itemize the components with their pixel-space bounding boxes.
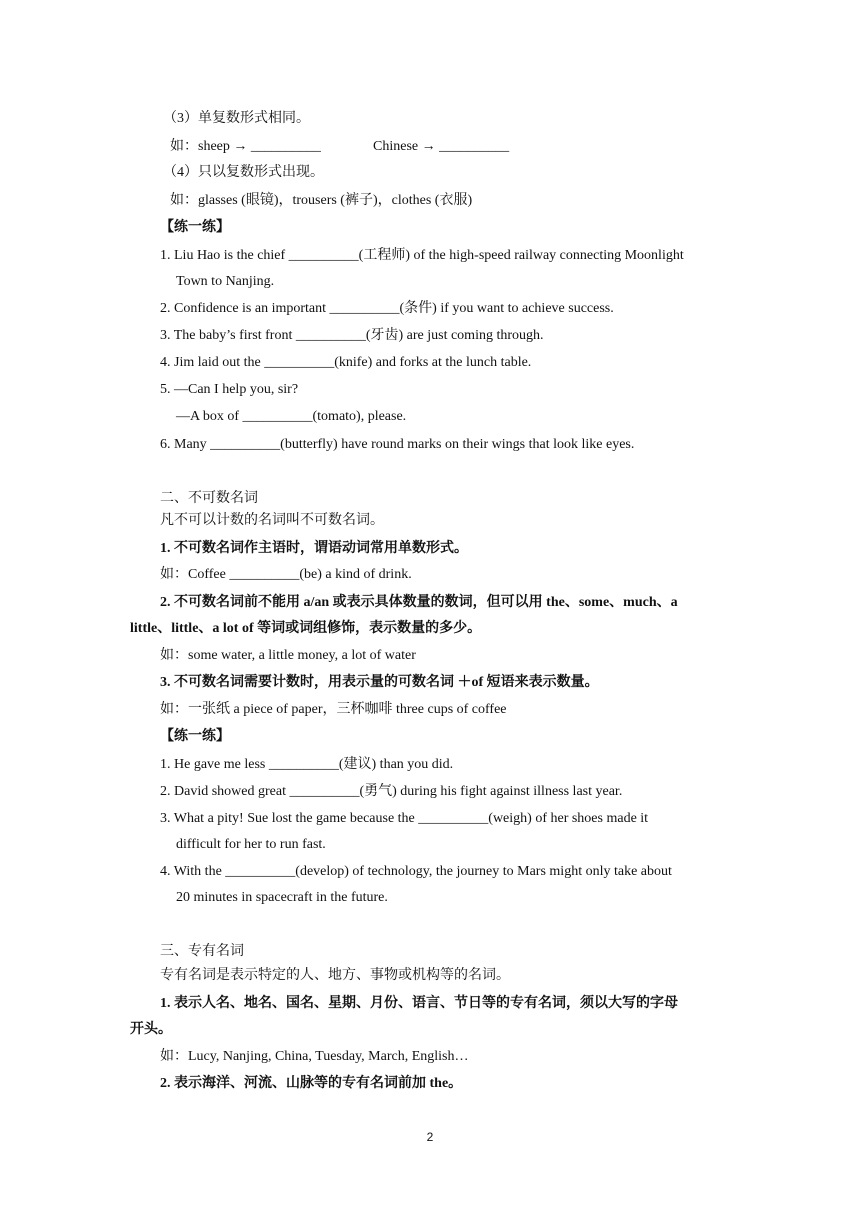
section-2-rule-2-example: 如：some water, a little money, a lot of water [160,648,416,663]
exercise-1-line-1: 1. Liu Hao is the chief __________(工程师) of the high-speed railway connecting Moonlight [160,248,684,263]
practice-title: 【练一练】 [160,220,230,235]
section-2-exercise-4-line-1: 4. With the __________(develop) of technology, the journey to Mars might only take about [160,864,672,879]
section-3-rule-1-line-2: 开头。 [130,1022,172,1037]
section-3-rule-2: 2. 表示海洋、河流、山脉等的专有名词前加 the。 [160,1076,463,1091]
section-2-rule-3: 3. 不可数名词需要计数时，用表示量的可数名词 ＋of 短语来表示数量。 [160,675,599,690]
rule-3-example-a: 如：sheep → __________ [170,139,321,154]
exercise-6: 6. Many __________(butterfly) have round marks on their wings that look like eyes. [160,437,635,452]
section-3-intro: 专有名词是表示特定的人、地方、事物或机构等的名词。 [160,968,510,983]
section-3-rule-1-example: 如：Lucy, Nanjing, China, Tuesday, March, English… [160,1049,469,1064]
section-2-rule-1-example: 如：Coffee __________(be) a kind of drink. [160,567,412,582]
section-2-intro: 凡不可以计数的名词叫不可数名词。 [160,513,384,528]
section-2-practice-title: 【练一练】 [160,729,230,744]
rule-4-example: 如：glasses (眼镜)，trousers (裤子)，clothes (衣服) [170,193,473,208]
rule-3-text: （3）单复数形式相同。 [163,111,310,126]
section-2-exercise-3-line-2: difficult for her to run fast. [176,837,326,852]
section-2-exercise-2: 2. David showed great __________(勇气) during his fight against illness last year. [160,784,623,799]
section-2-heading: 二、不可数名词 [160,491,258,506]
exercise-5-line-1: 5. —Can I help you, sir? [160,382,299,397]
section-2-exercise-4-line-2: 20 minutes in spacecraft in the future. [176,890,388,905]
section-3-rule-1-line-1: 1. 表示人名、地名、国名、星期、月份、语言、节日等的专有名词，须以大写的字母 [160,996,678,1011]
section-3-heading: 三、专有名词 [160,944,244,959]
exercise-3: 3. The baby’s first front __________(牙齿) are just coming through. [160,328,544,343]
section-2-rule-2-line-2: little、little、a lot of 等词或词组修饰，表示数量的多少。 [130,621,482,636]
page-number: 2 [426,1130,434,1144]
exercise-4: 4. Jim laid out the __________(knife) and forks at the lunch table. [160,355,532,370]
exercise-1-line-2: Town to Nanjing. [176,274,275,289]
exercise-5-line-2: —A box of __________(tomato), please. [176,409,407,424]
section-2-rule-2-line-1: 2. 不可数名词前不能用 a/an 或表示具体数量的数词，但可以用 the、some、much、a [160,595,678,610]
rule-3-example-b: Chinese → __________ [373,139,510,154]
section-2-exercise-1: 1. He gave me less __________(建议) than you did. [160,757,454,772]
section-2-rule-1: 1. 不可数名词作主语时，谓语动词常用单数形式。 [160,541,468,556]
exercise-2: 2. Confidence is an important __________(条件) if you want to achieve success. [160,301,614,316]
section-2-exercise-3-line-1: 3. What a pity! Sue lost the game because the __________(weigh) of her shoes made it [160,811,649,826]
section-2-rule-3-example: 如：一张纸 a piece of paper，三杯咖啡 three cups of coffee [160,702,507,717]
rule-4-text: （4）只以复数形式出现。 [163,165,324,180]
